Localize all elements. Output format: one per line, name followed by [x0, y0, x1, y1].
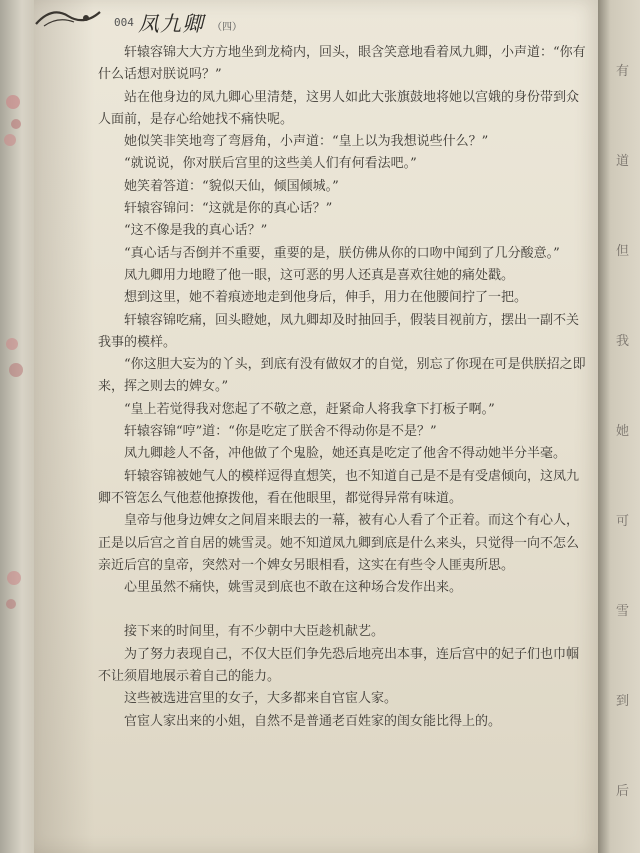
paragraph: 凤九卿用力地瞪了他一眼，这可恶的男人还真是喜欢往她的痛处戳。 — [124, 267, 515, 283]
right-page-fragment: 我 — [616, 334, 632, 349]
right-page-fragment: 雪 — [616, 604, 632, 619]
paragraph: 接下来的时间里，有不少朝中大臣趁机献艺。 — [124, 624, 385, 640]
paragraph: 这些被选进宫里的女子，大多都来自官宦人家。 — [124, 691, 398, 707]
paragraph: 轩辕容锦大大方方地坐到龙椅内，回头，眼含笑意地看着凤九卿，小声道：“你有什么话想对朕说吗？” — [98, 45, 586, 83]
page-number: 004 — [114, 16, 134, 29]
book-subtitle: （四） — [212, 22, 242, 33]
flower-decoration-icon — [2, 560, 24, 620]
paragraph: 为了努力表现自己，不仅大臣们争先恐后地亮出本事，连后宫中的妃子们也巾帼不让须眉地展示着自己的能力。 — [98, 646, 580, 685]
right-page-fragment: 她 — [616, 424, 632, 439]
paragraph: “真心话与否倒并不重要，重要的是，朕仿佛从你的口吻中闻到了几分酸意。” — [124, 245, 560, 261]
right-page-fragment: 但 — [616, 244, 632, 259]
paragraph: 官宦人家出来的小姐，自然不是普通老百姓家的闺女能比得上的。 — [124, 713, 502, 729]
paragraph: 心里虽然不痛快，姚雪灵到底也不敢在这种场合发作出来。 — [124, 580, 463, 596]
right-page-fragment: 后 — [616, 784, 632, 799]
flower-decoration-icon — [2, 90, 24, 150]
right-page-fragment: 可 — [616, 514, 632, 529]
right-page-fragment: 到 — [616, 694, 632, 709]
right-page-fragment: 有 — [616, 64, 632, 79]
paragraph: 凤九卿趁人不备，冲他做了个鬼脸，她还真是吃定了他舍不得动她半分半毫。 — [124, 446, 567, 462]
paragraph: 皇帝与他身边婢女之间眉来眼去的一幕，被有心人看了个正着。而这个有心人，正是以后宫之首自居的姚雪灵。她不知道凤九卿到底是什么来头，只觉得一向不怎么亲近后宫的皇帝，突然对一个婢女另眼相看，这实在有些令人匪夷所思。 — [98, 513, 580, 573]
paragraph: 她笑着答道：“貌似天仙，倾国倾城。” — [124, 178, 339, 194]
paragraph: 想到这里，她不着痕迹地走到他身后，伸手，用力在他腰间拧了一把。 — [124, 290, 528, 306]
paragraph: 站在他身边的凤九卿心里清楚，这男人如此大张旗鼓地将她以宫娥的身份带到众人面前，是存心给她找不痛快呢。 — [98, 89, 580, 127]
right-page-fragment: 道 — [616, 154, 632, 169]
paragraph: 轩辕容锦“哼”道：“你是吃定了朕舍不得动你是不是？” — [124, 424, 437, 440]
paragraph: 轩辕容锦被她气人的模样逗得直想笑，也不知道自己是不是有受虐倾向，这凤九卿不管怎么气他惹他撩拨他，看在他眼里，都觉得异常有味道。 — [98, 468, 580, 506]
paragraph: “这不像是我的真心话？” — [124, 223, 268, 239]
paragraph: “皇上若觉得我对您起了不敬之意，赶紧命人将我拿下打板子啊。” — [124, 401, 495, 417]
right-page-edge — [598, 0, 640, 853]
book-title: 凤九卿 — [138, 12, 204, 36]
flower-decoration-icon — [2, 330, 24, 390]
section-break — [98, 599, 590, 621]
body-text — [98, 42, 590, 733]
page-header — [52, 10, 572, 38]
paragraph: “你这胆大妄为的丫头，到底有没有做奴才的自觉，别忘了你现在可是供朕招之即来，挥之则去的婢女。” — [98, 357, 586, 395]
paragraph: 她似笑非笑地弯了弯唇角，小声道：“皇上以为我想说些什么？” — [124, 134, 489, 150]
paragraph: “就说说，你对朕后宫里的这些美人们有何看法吧。” — [124, 156, 417, 172]
ink-ornament-icon — [34, 4, 104, 30]
paragraph: 轩辕容锦吃痛，回头瞪她，凤九卿却及时抽回手，假装目视前方，摆出一副不关我事的模样。 — [98, 312, 580, 350]
paragraph: 轩辕容锦问：“这就是你的真心话？” — [124, 201, 333, 217]
